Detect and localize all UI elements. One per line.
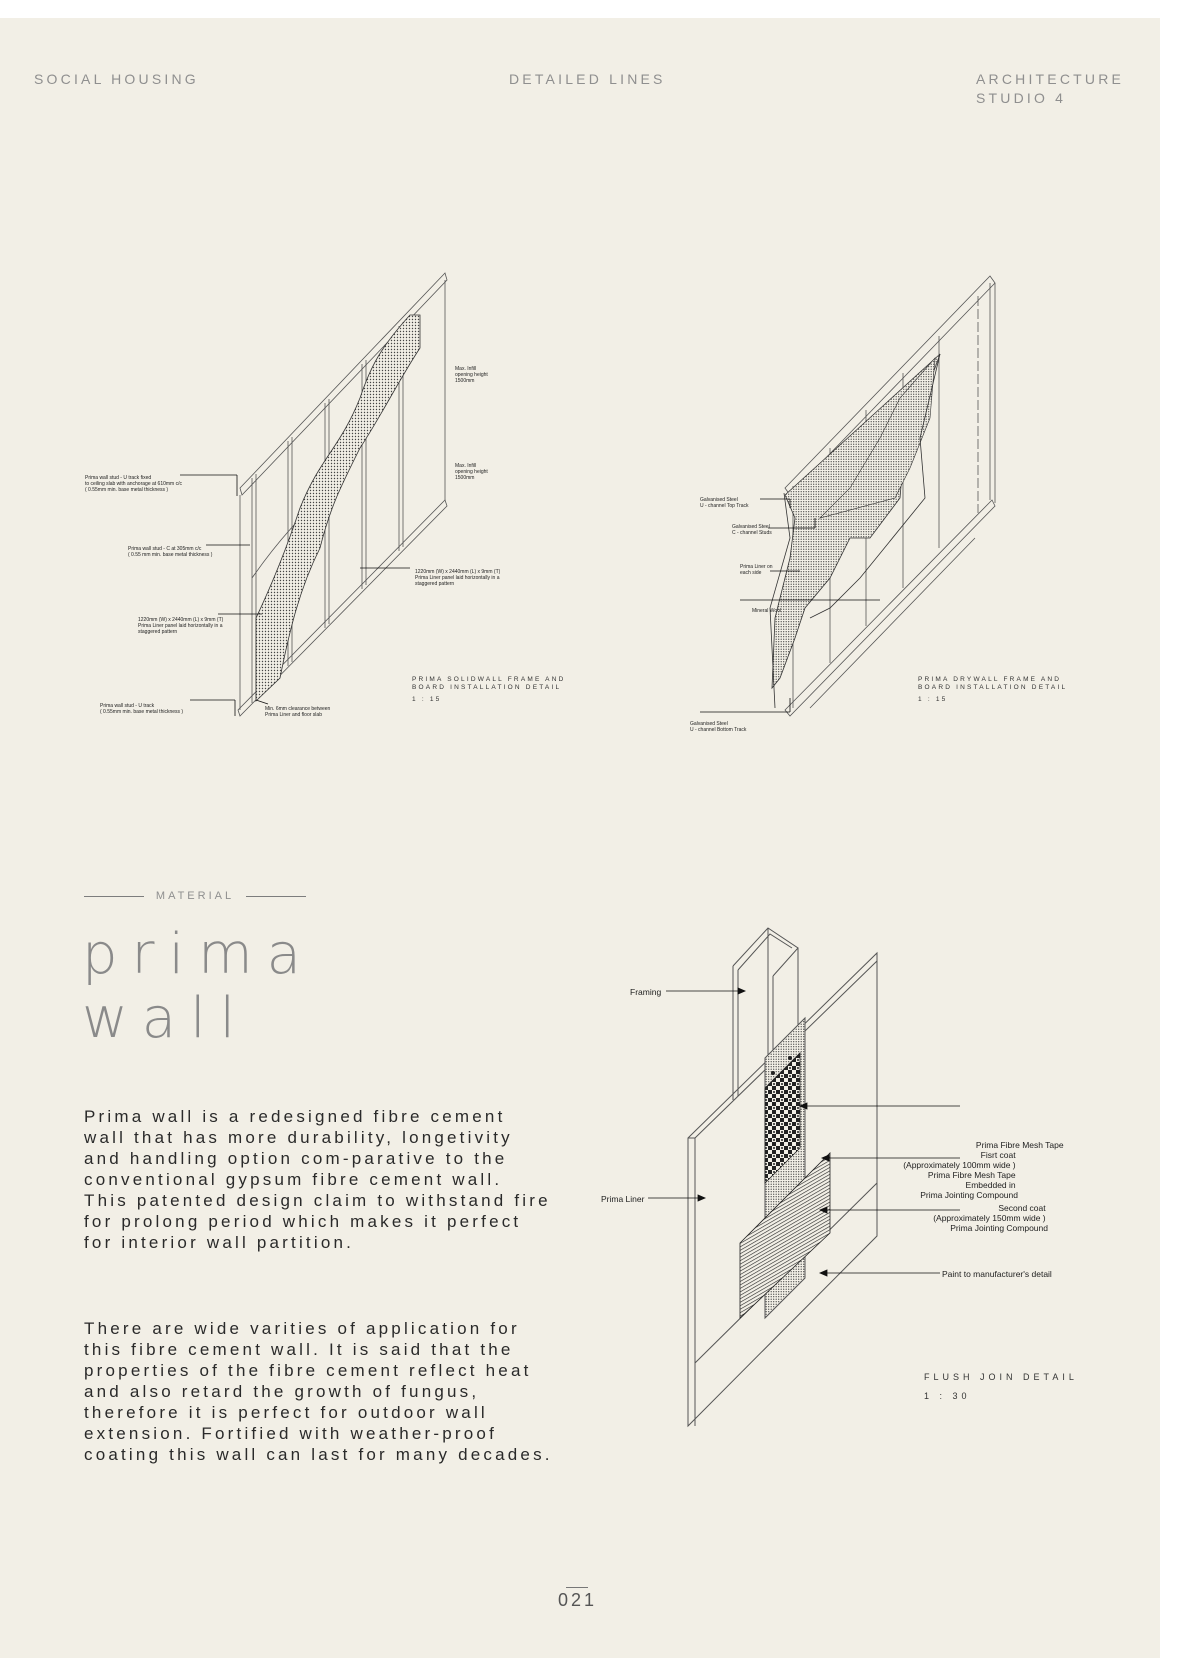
- drawing2-caption: PRIMA DRYWALL FRAME AND BOARD INSTALLATION DETAIL: [918, 676, 1068, 691]
- label-infill-2: Max. Infill opening height 1500mm: [455, 463, 488, 481]
- label-panel-left: 1220mm (W) x 2440mm (L) x 9mm (T) Prima Liner panel laid horizontally in a staggered pattern: [138, 617, 224, 635]
- title-line-2: wall: [82, 986, 250, 1051]
- label-clearance: Min. 6mm clearance between Prima Liner and floor slab: [265, 706, 331, 718]
- page-number: 021: [558, 1590, 598, 1610]
- label-dry-top-track: Galvanised Steel U - channel Top Track: [700, 497, 749, 509]
- label-second-coat: Second coat (Approximately 150mm wide ) Prima Jointing Compound: [933, 1203, 1048, 1233]
- label-prima-liner: Prima Liner: [601, 1194, 645, 1204]
- label-panel-right: 1220mm (W) x 2440mm (L) x 9mm (T) Prima Liner panel laid horizontally in a staggered pattern: [415, 569, 501, 587]
- label-infill-1: Max. Infill opening height 1500mm: [455, 366, 488, 384]
- label-mesh-first-coat: Prima Fibre Mesh Tape Fisrt coat (Approximately 100mm wide ) Prima Fibre Mesh Tape Embedded in Prima Jointing Compound: [903, 1140, 1064, 1200]
- drawing3-scale: 1 : 30: [924, 1391, 971, 1401]
- page: [0, 18, 1160, 1658]
- label-c-stud: Prima wall stud - C at 305mm c/c ( 0.55 mm min. base metal thickness ): [128, 546, 213, 558]
- flush-join-drawing: [0, 18, 1160, 1658]
- label-top-track: Prima wall stud - U track fixed to ceiling slab with anchorage at 610mm c/c ( 0.55mm min. base metal thickness ): [85, 475, 182, 493]
- header-right: ARCHITECTURE STUDIO 4: [976, 71, 1125, 106]
- drawing2-scale: 1 : 15: [918, 696, 948, 703]
- label-bottom-track: Prima wall stud - U track ( 0.55mm min. base metal thickness ): [100, 703, 184, 715]
- drawing1-caption: PRIMA SOLIDWALL FRAME AND BOARD INSTALLATION DETAIL: [412, 676, 566, 691]
- title-line-1: prima: [82, 922, 315, 987]
- paragraph-1: Prima wall is a redesigned fibre cement wall that has more durability, longetivity and handling option com-parative to the conventional gypsum fibre cement wall. This patented design claim to withstand fire for prolong period which makes it perfect for interior wall partition.: [84, 1107, 551, 1252]
- label-dry-liner: Prima Liner on each side: [740, 564, 773, 576]
- label-framing: Framing: [630, 987, 662, 997]
- section-label-text: MATERIAL: [155, 890, 235, 902]
- drawing3-caption: FLUSH JOIN DETAIL: [924, 1372, 1078, 1382]
- drawing1-scale: 1 : 15: [412, 696, 442, 703]
- paragraph-2: There are wide varities of application for this fibre cement wall. It is said that the properties of the fibre cement reflect heat and also retard the growth of fungus, therefore it is perfect for outdoor wall extension. Fortified with weather-proof coating this wall can last for many decades.: [84, 1319, 553, 1464]
- header-left: SOCIAL HOUSING: [34, 71, 199, 87]
- header-center: DETAILED LINES: [509, 71, 666, 87]
- label-dry-bottom-track: Galvanised Steel U - channel Bottom Track: [690, 721, 747, 733]
- label-paint: Paint to manufacturer's detail: [942, 1269, 1052, 1279]
- label-dry-wool: Mineral Wool: [752, 608, 782, 614]
- label-dry-studs: Galvanised Steel C - channel Studs: [732, 524, 772, 536]
